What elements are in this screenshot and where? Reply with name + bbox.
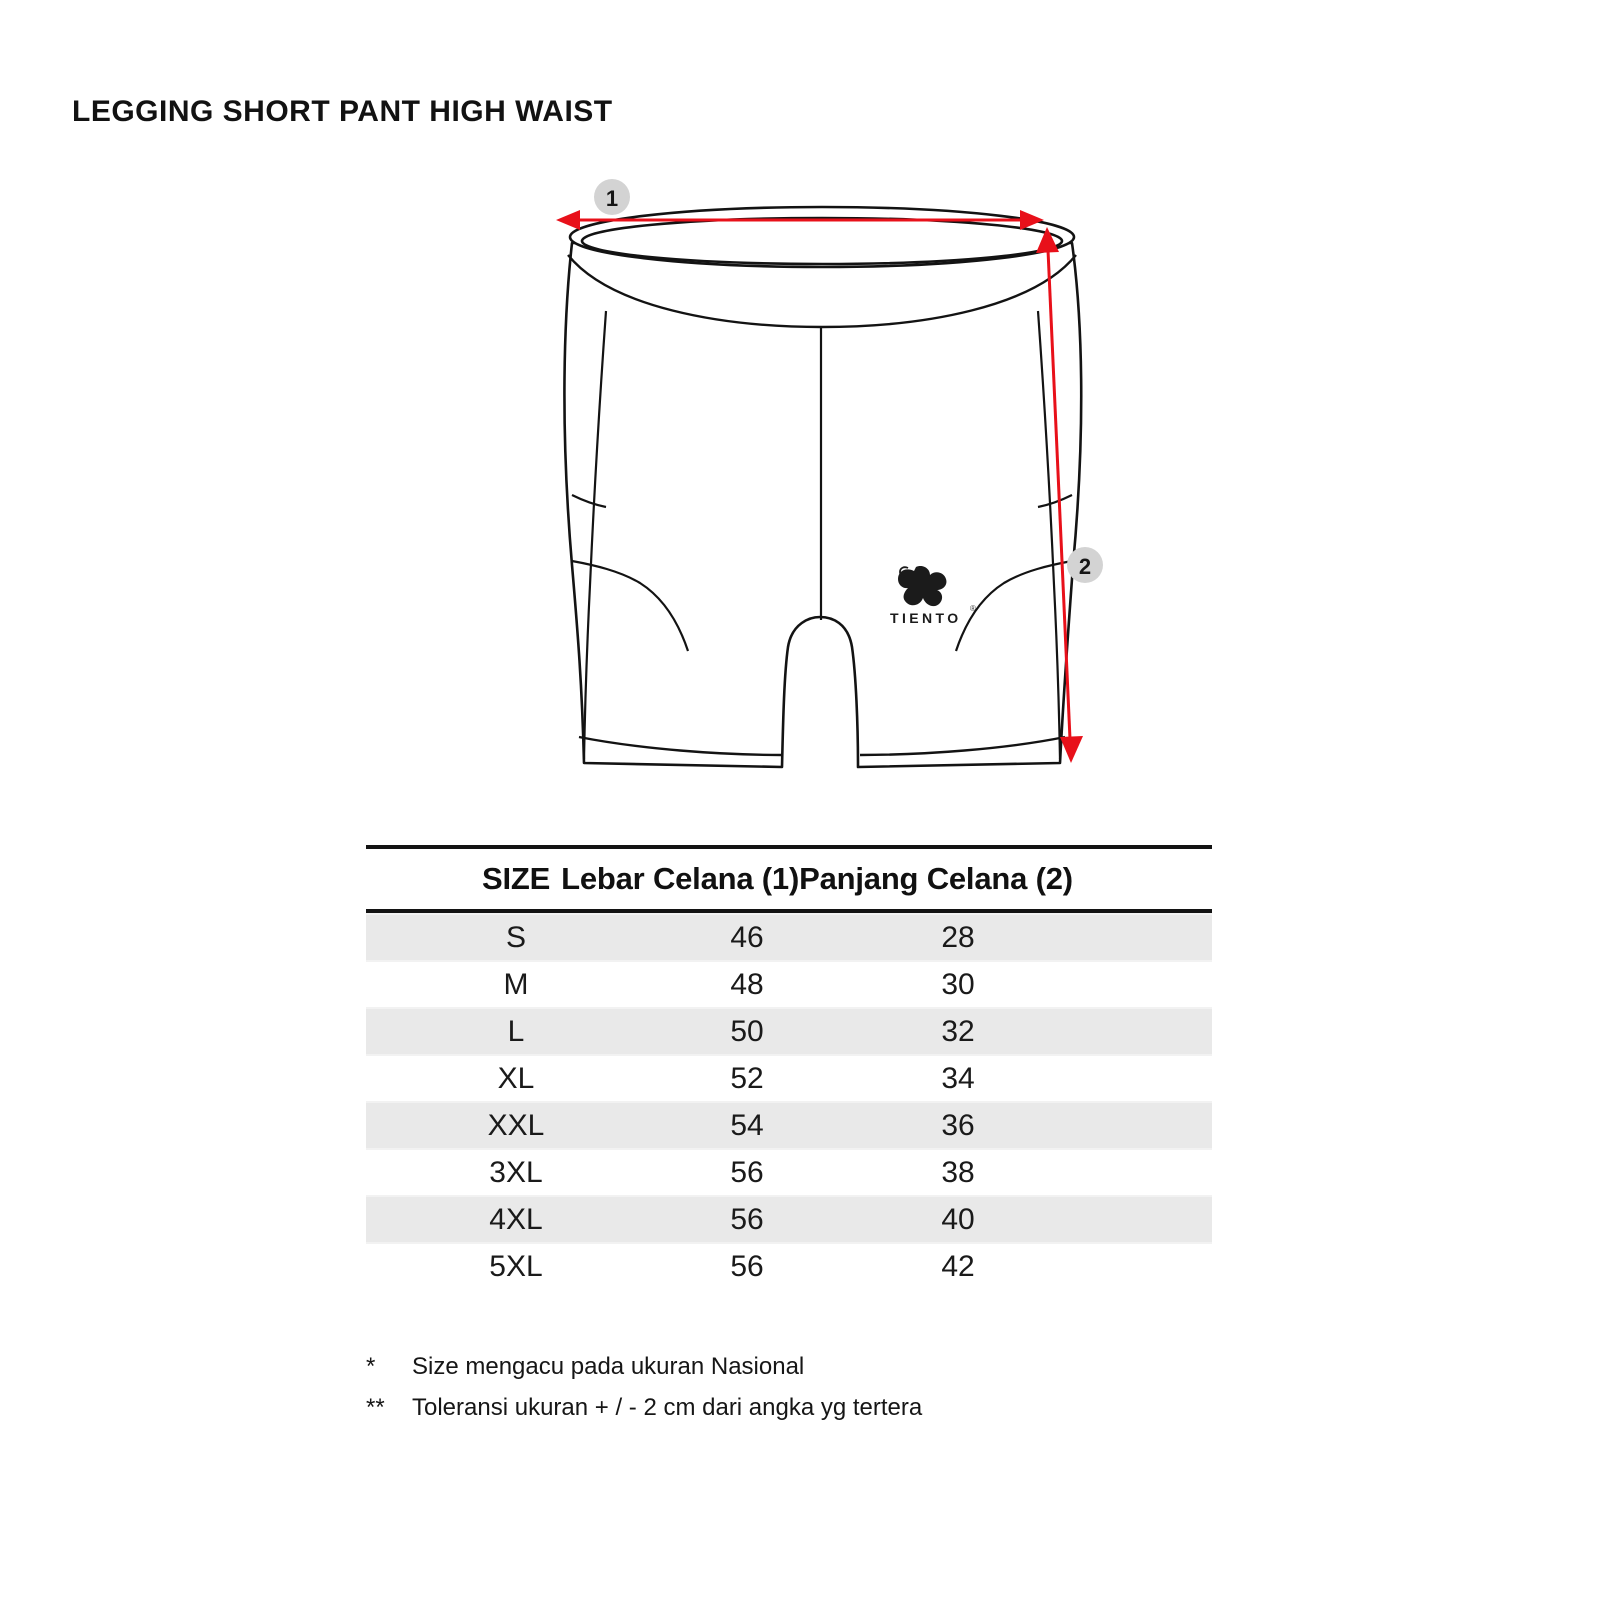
- cell-panjang-celana: 36: [941, 1108, 975, 1142]
- table-row: [366, 960, 1212, 1007]
- footnote: [366, 1352, 1266, 1382]
- cell-panjang-celana: 34: [941, 1061, 975, 1095]
- cell-lebar-celana: 52: [730, 1061, 764, 1095]
- footnote: [366, 1393, 1266, 1423]
- table-row: [366, 1007, 1212, 1054]
- size-chart-table: [366, 845, 1212, 1289]
- table-row: [366, 1195, 1212, 1242]
- svg-text:TIENTO: TIENTO: [890, 610, 962, 626]
- cell-size: M: [503, 967, 529, 1001]
- header-size: SIZE: [482, 861, 551, 896]
- cell-size: 4XL: [489, 1202, 543, 1236]
- cell-size: XL: [497, 1061, 535, 1095]
- cell-panjang-celana: 42: [941, 1249, 975, 1283]
- header-lebar-celana: Lebar Celana (1): [561, 861, 800, 896]
- table-row: [366, 1148, 1212, 1195]
- cell-size: 3XL: [489, 1155, 543, 1189]
- footnote-marker: **: [366, 1394, 385, 1421]
- table-header-row: [366, 849, 1212, 909]
- waistband: [570, 207, 1074, 267]
- table-row: [366, 1101, 1212, 1148]
- cell-panjang-celana: 28: [941, 920, 975, 954]
- marker-badge-2: [1067, 547, 1103, 583]
- cell-panjang-celana: 30: [941, 967, 975, 1001]
- footnotes: [366, 1352, 1266, 1434]
- cell-size: 5XL: [489, 1249, 543, 1283]
- table-body: [366, 913, 1212, 1289]
- cell-panjang-celana: 32: [941, 1014, 975, 1048]
- footnote-marker: *: [366, 1353, 376, 1380]
- cell-panjang-celana: 38: [941, 1155, 975, 1189]
- table-row: [366, 913, 1212, 960]
- cell-lebar-celana: 48: [730, 967, 764, 1001]
- marker-badge-1: [594, 179, 630, 215]
- cell-size: S: [505, 920, 526, 954]
- page-title: LEGGING SHORT PANT HIGH WAIST: [72, 95, 613, 128]
- cell-lebar-celana: 54: [730, 1108, 764, 1142]
- table-row: [366, 1242, 1212, 1289]
- cell-lebar-celana: 46: [730, 920, 764, 954]
- cell-lebar-celana: 56: [730, 1155, 764, 1189]
- cell-lebar-celana: 56: [730, 1202, 764, 1236]
- footnote-text: Size mengacu pada ukuran Nasional: [412, 1353, 805, 1380]
- table-row: [366, 1054, 1212, 1101]
- footnote-text: Toleransi ukuran + / - 2 cm dari angka yg tertera: [412, 1394, 923, 1421]
- cell-size: XXL: [487, 1108, 545, 1142]
- garment-outline: [564, 243, 1081, 767]
- marker-badge-2-label: 2: [1078, 554, 1092, 579]
- cell-size: L: [507, 1014, 525, 1048]
- svg-text:®: ®: [970, 604, 976, 613]
- marker-badge-1-label: 1: [605, 186, 619, 211]
- cell-panjang-celana: 40: [941, 1202, 975, 1236]
- cell-lebar-celana: 56: [730, 1249, 764, 1283]
- cell-lebar-celana: 50: [730, 1014, 764, 1048]
- product-illustration: [520, 165, 1140, 815]
- header-panjang-celana: Panjang Celana (2): [799, 861, 1073, 896]
